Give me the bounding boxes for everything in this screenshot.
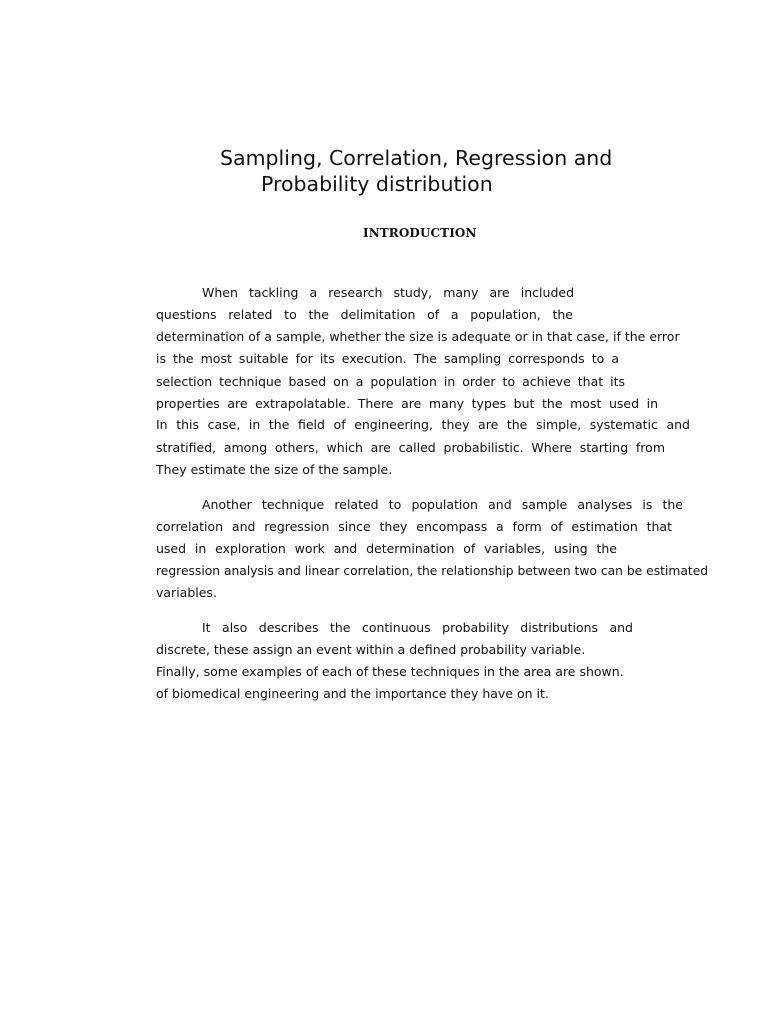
paragraph-line: properties are extrapolatable. There are many types but the most used in [156, 396, 658, 411]
paragraph-line: stratified, among others, which are called probabilistic. Where starting from [156, 440, 665, 455]
paragraph-line: questions related to the delimitation of a population, the [156, 307, 573, 322]
paragraph-line: It also describes the continuous probability distributions and [202, 620, 633, 635]
paragraph-line: selection technique based on a population in order to achieve that its [156, 374, 625, 389]
paragraph-line: variables. [156, 585, 217, 600]
paragraph-line: Finally, some examples of each of these techniques in the area are shown. [156, 664, 624, 679]
paragraph-line: In this case, in the field of engineering, they are the simple, systematic and [156, 417, 690, 432]
paragraph-line: correlation and regression since they encompass a form of estimation that [156, 519, 672, 534]
paragraph-line: determination of a sample, whether the size is adequate or in that case, if the error [156, 329, 680, 344]
document-title-line-1: Sampling, Correlation, Regression and [220, 146, 613, 170]
document-title-line-2: Probability distribution [261, 172, 493, 196]
paragraph-line: discrete, these assign an event within a defined probability variable. [156, 642, 586, 657]
section-heading: INTRODUCTION [363, 226, 477, 240]
paragraph-line: When tackling a research study, many are included [202, 285, 574, 300]
paragraph-line: used in exploration work and determination of variables, using the [156, 541, 617, 556]
paragraph-line: regression analysis and linear correlation, the relationship between two can be estimated [156, 564, 709, 578]
paragraph-line: is the most suitable for its execution. The sampling corresponds to a [156, 351, 619, 366]
paragraph-line: of biomedical engineering and the importance they have on it. [156, 686, 549, 701]
paragraph-line: Another technique related to population and sample analyses is the [202, 497, 683, 512]
paragraph-line: They estimate the size of the sample. [156, 462, 393, 477]
